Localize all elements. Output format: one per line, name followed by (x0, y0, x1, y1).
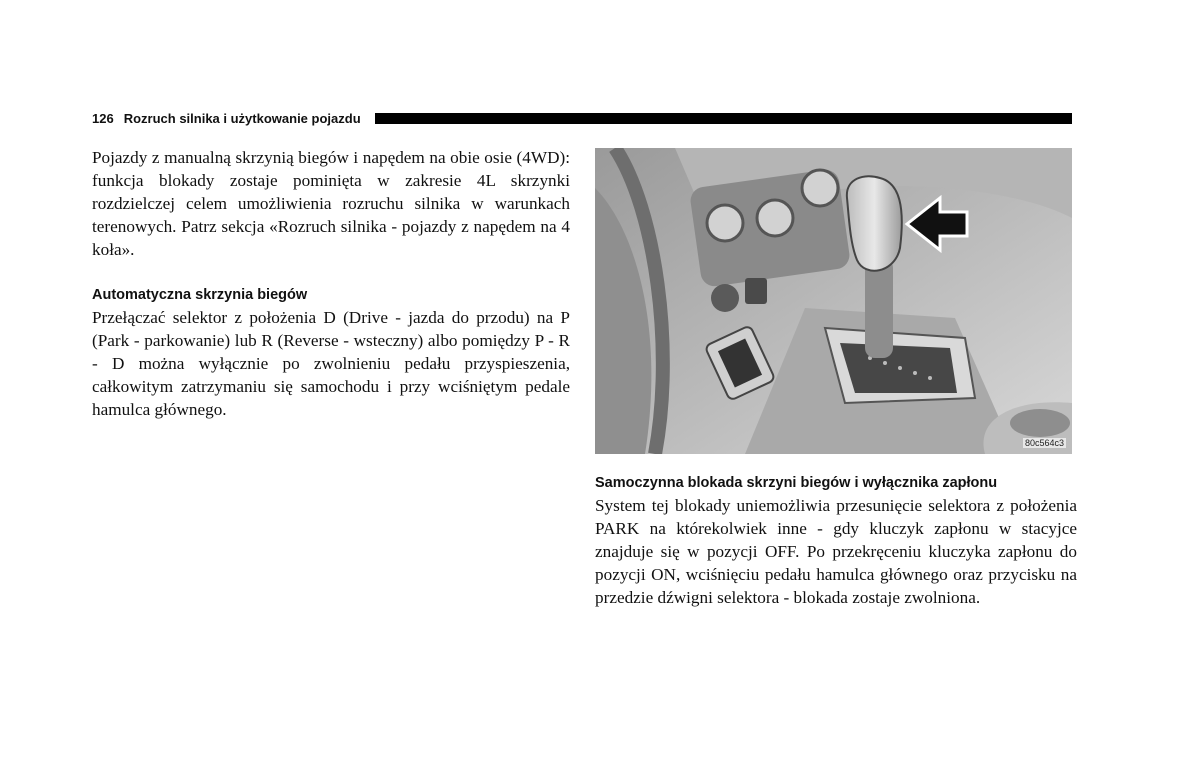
section-title: Rozruch silnika i użytkowanie pojazdu (123, 110, 361, 126)
paragraph-shift-interlock: System tej blokady uniemożliwia przesunięcie selektora z położenia PARK na którekolwiek inne - gdy kluczyk zapłonu w stacyjce znajduje się w pozycji OFF. Po przekręceniu kluczyka zapłonu do pozycji ON, wciśnięciu pedału hamulca głównego oraz przycisku na przedzie dźwigni selektora - blokada zostaje zwolniona. (595, 496, 1077, 607)
left-column (92, 146, 570, 421)
figure-code: 80c564c3 (1024, 438, 1064, 448)
page-number: 126 (92, 110, 114, 126)
header-rule (375, 113, 1072, 124)
paragraph-automatic-transmission: Przełączać selektor z położenia D (Drive - jazda do przodu) na P (Park - parkowanie) lub R (Reverse - wsteczny) albo pomiędzy P - R - D można wyłącznie po zwolnieniu pedału przyspieszenia, całkowitym zatrzymaniu się samochodu i przy wciśniętym pedale hamulca głównego. (92, 308, 570, 419)
paragraph-gap (92, 261, 570, 284)
page-header (92, 108, 1072, 128)
heading-shift-interlock: Samoczynna blokada skrzyni biegów i wyłącznika zapłonu (595, 475, 998, 491)
illustration-drawing (595, 148, 1072, 454)
paragraph-4wd: Pojazdy z manualną skrzynią biegów i napędem na obie osie (4WD): funkcja blokady zostaje pominięta w zakresie 4L skrzynki rozdzielczej celem umożliwienia rozruchu silnika w warunkach terenowych. Patrz sekcja «Rozruch silnika - pojazdy z napędem na 4 koła». (92, 148, 570, 259)
right-column (595, 472, 1077, 609)
gear-selector-illustration (595, 148, 1072, 454)
heading-automatic-transmission: Automatyczna skrzynia biegów (92, 287, 308, 303)
